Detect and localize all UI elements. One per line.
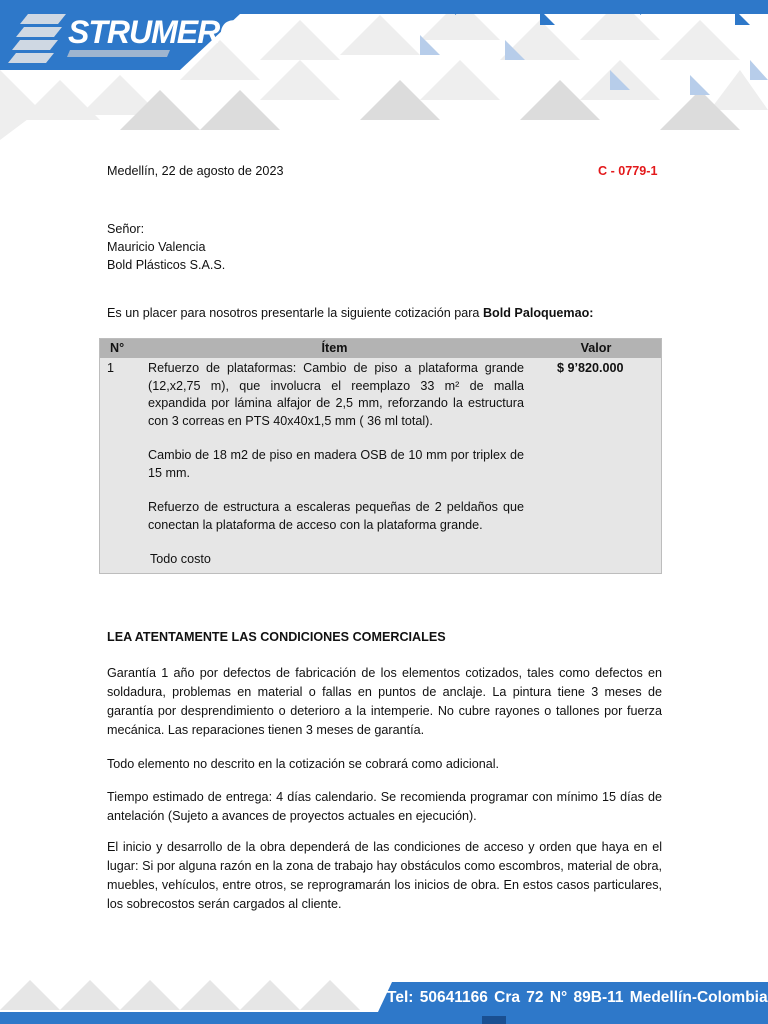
header-value: Valor <box>531 339 662 359</box>
letter-date: Medellín, 22 de agosto de 2023 <box>107 164 284 178</box>
item-paragraph: Refuerzo de estructura a escaleras pequeñas de 2 peldaños que conectan la plataforma de acceso con la plataforma grande. <box>148 500 524 532</box>
company-logo-text: STRUMERC <box>68 14 242 50</box>
conditions-title: LEA ATENTAMENTE LAS CONDICIONES COMERCIALES <box>107 630 446 644</box>
table-header-row <box>100 339 662 359</box>
row-number: 1 <box>100 358 139 573</box>
addressee-block <box>107 220 225 274</box>
item-paragraph: Cambio de 18 m2 de piso en madera OSB de 10 mm por triplex de 15 mm. <box>148 448 524 480</box>
row-description <box>138 358 531 573</box>
salutation: Señor: <box>107 222 145 236</box>
condition-paragraph: Tiempo estimado de entrega: 4 días calendario. Se recomienda programar con mínimo 15 días de antelación (Sujeto a avances de proyectos actuales en ejecución). <box>107 790 662 823</box>
header-number: N° <box>100 339 139 359</box>
header-item: Ítem <box>138 339 531 359</box>
recipient-company: Bold Plásticos S.A.S. <box>107 258 226 272</box>
recipient-name: Mauricio Valencia <box>107 240 206 254</box>
condition-paragraph: Garantía 1 año por defectos de fabricación de los elementos cotizados, tales como defectos en soldadura, problemas en material o fallas en puntos de anclaje. La pintura tiene 3 meses de garantía por desprendimiento o deterioro a la intemperie. No cubre rayones o tallones por fuerza mecánica. Las reparaciones tienen 3 meses de garantía. <box>107 666 662 737</box>
row-value: $ 9’820.000 <box>531 358 662 573</box>
letterhead-header <box>0 0 768 140</box>
letterhead-footer <box>0 970 768 1024</box>
intro-paragraph <box>107 306 594 320</box>
intro-project: Bold Paloquemao: <box>482 306 594 320</box>
item-paragraph: Refuerzo de plataformas: Cambio de piso a plataforma grande (12,x2,75 m), que involucra el reemplazo 33 m² de malla expandida por lámina alfajor de 2,5 mm, reforzando la estructura con 3 correas en PTS 40x40x1,5 mm ( 36 ml total). <box>148 361 524 428</box>
quote-code: C - 0779-1 <box>598 164 658 178</box>
intro-text: Es un placer para nosotros presentarle la siguiente cotización para <box>107 306 483 320</box>
table-row <box>100 358 662 573</box>
quote-table <box>99 338 662 574</box>
footer-contact: Tel: 50641166 Cra 72 N° 89B-11 Medellín-Colombia <box>387 989 768 1006</box>
item-paragraph: Todo costo <box>150 552 211 566</box>
condition-paragraph: Todo elemento no descrito en la cotización se cobrará como adicional. <box>107 757 500 771</box>
condition-paragraph: El inicio y desarrollo de la obra dependerá de las condiciones de acceso y orden que haya en el lugar: Si por alguna razón en la zona de trabajo hay obstáculos como escombros, material de obra, muebles, vehículos, entre otros, se reprogramarán los inicios de obra. En estos casos particulares, los sobrecostos serán cargados al cliente. <box>107 840 662 911</box>
